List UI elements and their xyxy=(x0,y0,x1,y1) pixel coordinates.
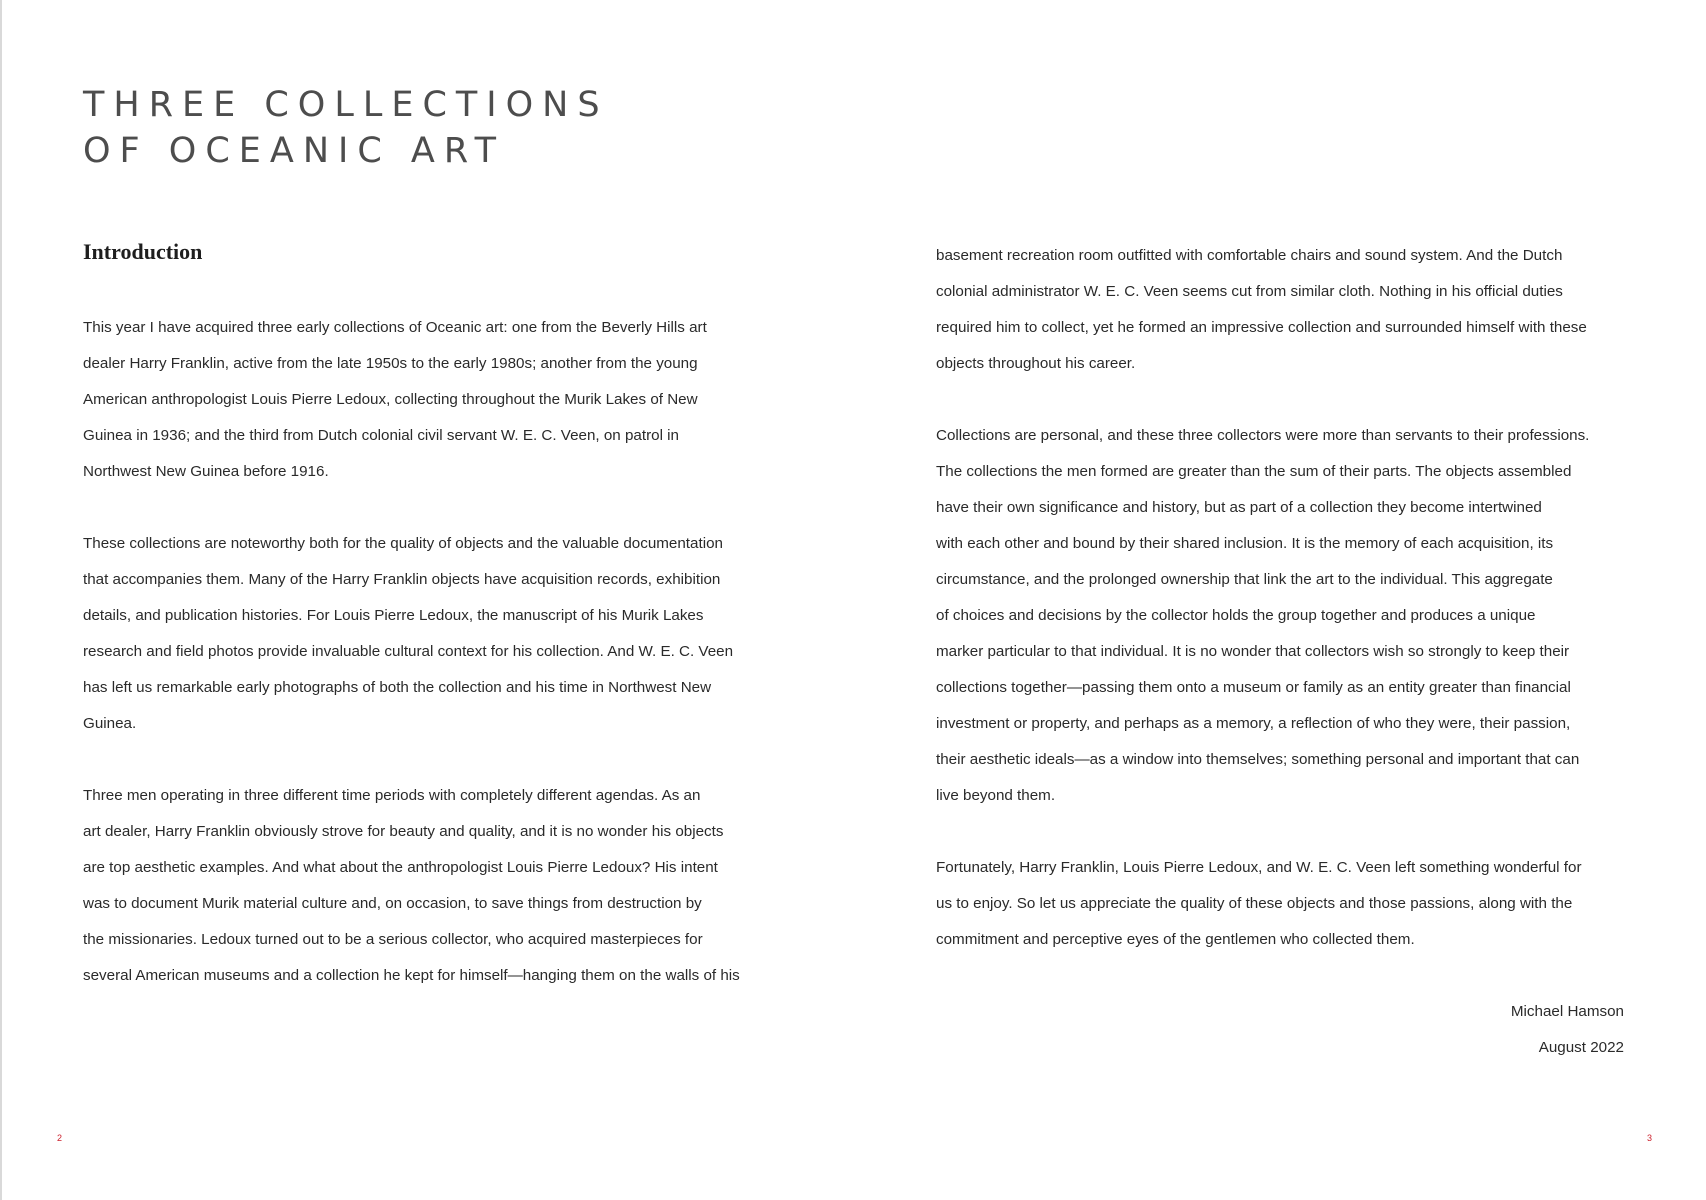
text-line: dealer Harry Franklin, active from the late 1950s to the early 1980s; another from the young xyxy=(83,355,698,372)
text-line: us to enjoy. So let us appreciate the quality of these objects and those passions, along with the xyxy=(936,895,1573,912)
text-line: Guinea in 1936; and the third from Dutch colonial civil servant W. E. C. Veen, on patrol in xyxy=(83,427,680,444)
text-line: colonial administrator W. E. C. Veen seems cut from similar cloth. Nothing in his official duties xyxy=(936,283,1563,300)
text-line: These collections are noteworthy both for the quality of objects and the valuable documentation xyxy=(83,535,723,552)
body-paragraph xyxy=(83,778,783,994)
page-title xyxy=(83,82,609,174)
body-paragraph xyxy=(936,418,1656,814)
text-line: research and field photos provide invaluable cultural context for his collection. And W. E. C. Veen xyxy=(83,643,734,660)
page-number-right: 3 xyxy=(1647,1133,1653,1143)
text-line: has left us remarkable early photographs of both the collection and his time in Northwest New xyxy=(83,679,712,696)
text-line: commitment and perceptive eyes of the gentlemen who collected them. xyxy=(936,931,1415,948)
text-line: American anthropologist Louis Pierre Ledoux, collecting throughout the Murik Lakes of New xyxy=(83,391,698,408)
left-text-column xyxy=(83,310,783,1030)
text-line: that accompanies them. Many of the Harry Franklin objects have acquisition records, exhibition xyxy=(83,571,721,588)
text-line: Collections are personal, and these three collectors were more than servants to their professions. xyxy=(936,427,1590,444)
title-line-2: OF OCEANIC ART xyxy=(83,131,506,171)
text-line: details, and publication histories. For Louis Pierre Ledoux, the manuscript of his Murik Lakes xyxy=(83,607,704,624)
text-line: Fortunately, Harry Franklin, Louis Pierre Ledoux, and W. E. C. Veen left something wonderful for xyxy=(936,859,1582,876)
text-line: The collections the men formed are greater than the sum of their parts. The objects assembled xyxy=(936,463,1572,480)
signature-date: August 2022 xyxy=(1538,1039,1624,1056)
body-paragraph xyxy=(936,850,1656,958)
signature-block xyxy=(1511,994,1624,1066)
text-line: Three men operating in three different time periods with completely different agendas. As an xyxy=(83,787,701,804)
text-line: investment or property, and perhaps as a memory, a reflection of who they were, their passion, xyxy=(936,715,1571,732)
text-line: required him to collect, yet he formed an impressive collection and surrounded himself with these xyxy=(936,319,1587,336)
text-line: was to document Murik material culture and, on occasion, to save things from destruction by xyxy=(83,895,702,912)
text-line: objects throughout his career. xyxy=(936,355,1136,372)
spread-edge-divider xyxy=(0,0,2,1200)
text-line: Northwest New Guinea before 1916. xyxy=(83,463,329,480)
title-line-1: THREE COLLECTIONS xyxy=(83,85,609,125)
page-number-left: 2 xyxy=(57,1133,63,1143)
text-line: circumstance, and the prolonged ownership that link the art to the individual. This aggregate xyxy=(936,571,1553,588)
body-paragraph xyxy=(936,238,1656,382)
text-line: several American museums and a collection he kept for himself—hanging them on the walls of his xyxy=(83,967,740,984)
text-line: basement recreation room outfitted with comfortable chairs and sound system. And the Dutch xyxy=(936,247,1563,264)
text-line: the missionaries. Ledoux turned out to be a serious collector, who acquired masterpieces for xyxy=(83,931,703,948)
section-heading: Introduction xyxy=(83,239,203,264)
text-line: live beyond them. xyxy=(936,787,1056,804)
text-line: are top aesthetic examples. And what about the anthropologist Louis Pierre Ledoux? His intent xyxy=(83,859,718,876)
text-line: art dealer, Harry Franklin obviously strove for beauty and quality, and it is no wonder his objects xyxy=(83,823,724,840)
author-name: Michael Hamson xyxy=(1510,1003,1624,1020)
right-text-column xyxy=(936,238,1656,994)
text-line: collections together—passing them onto a museum or family as an entity greater than financial xyxy=(936,679,1571,696)
text-line: with each other and bound by their shared inclusion. It is the memory of each acquisition, its xyxy=(936,535,1554,552)
text-line: of choices and decisions by the collector holds the group together and produces a unique xyxy=(936,607,1536,624)
body-paragraph xyxy=(83,526,783,742)
text-line: their aesthetic ideals—as a window into themselves; something personal and important that can xyxy=(936,751,1580,768)
text-line: have their own significance and history, but as part of a collection they become intertwined xyxy=(936,499,1542,516)
body-paragraph xyxy=(83,310,783,490)
text-line: Guinea. xyxy=(83,715,137,732)
text-line: This year I have acquired three early collections of Oceanic art: one from the Beverly Hills art xyxy=(83,319,707,336)
text-line: marker particular to that individual. It is no wonder that collectors wish so strongly to keep their xyxy=(936,643,1570,660)
